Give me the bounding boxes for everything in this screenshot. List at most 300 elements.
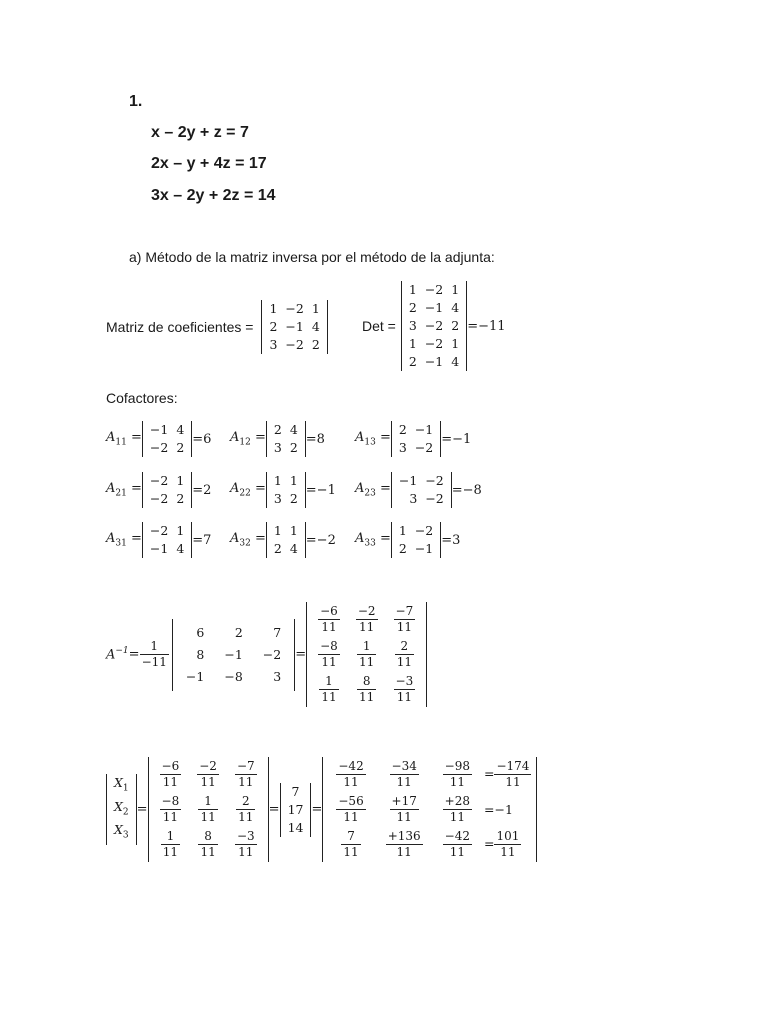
determinant-block [362, 281, 506, 371]
determinant-matrix-row [405, 281, 463, 299]
cofactor-22 [230, 472, 336, 508]
product-row [326, 757, 533, 792]
cofactor-minor-cell: 3 [273, 440, 282, 455]
cofactor-minor-row [146, 439, 188, 457]
cofactor-minor-cell: −2 [149, 440, 169, 455]
cofactor-equals: = [375, 430, 391, 446]
product-fraction-denominator: 11 [449, 810, 465, 824]
product-fraction-numerator: +136 [387, 829, 421, 843]
inverse-fraction-matrix [306, 602, 427, 707]
cofactor-minor-cell: 3 [409, 491, 418, 506]
cofactor-minor-row [146, 421, 188, 439]
inverse-matrix-fraction-numerator: −2 [357, 604, 376, 618]
product-fraction [390, 759, 419, 790]
solution-inverse-fraction-denominator: 11 [162, 775, 179, 789]
cofactor-minor-cell: −2 [149, 523, 169, 538]
inverse-matrix-fraction-numerator: −6 [320, 604, 338, 618]
solution-inverse-fraction [236, 794, 255, 825]
cofactor-symbol: A [230, 481, 240, 497]
coefficient-matrix-cell: −2 [285, 301, 304, 316]
cofactor-equals: = [250, 430, 266, 446]
inverse-matrix-row [310, 672, 423, 707]
cofactor-subscript: 13 [364, 437, 376, 448]
cofactor-symbol: A [355, 481, 365, 497]
inverse-matrix-cell [348, 637, 386, 672]
cofactor-minor-cell: 2 [176, 491, 185, 506]
product-fraction-numerator: −34 [391, 759, 417, 773]
cofactor-symbol: A [355, 531, 365, 547]
result-equals: = [484, 836, 495, 851]
cofactor-label [355, 430, 391, 448]
solution-inverse-fraction-denominator: 11 [162, 810, 179, 824]
cofactor-minor-cell: 1 [273, 473, 282, 488]
variable-row [110, 774, 133, 798]
product-fraction [443, 759, 472, 790]
cofactor-label [230, 531, 266, 549]
result-fraction [494, 829, 521, 860]
solution-inverse-fraction [160, 794, 182, 825]
adjugate-matrix-row [176, 622, 291, 644]
cofactor-minor-cell: 3 [273, 491, 282, 506]
determinant-matrix [401, 281, 467, 371]
cofactor-minor-row [395, 540, 437, 558]
cofactor-minor-row [395, 472, 448, 490]
product-row [326, 792, 533, 827]
cofactor-equals: = [126, 481, 142, 497]
adjugate-matrix-row [176, 666, 291, 688]
product-cell [433, 757, 482, 792]
cofactor-minor [142, 472, 192, 508]
determinant-label: Det = [362, 318, 396, 334]
solution-inverse-cell [227, 827, 265, 862]
constant-cell: 17 [287, 801, 304, 817]
variable-cell [110, 821, 133, 845]
cofactor-result: =−1 [441, 431, 472, 447]
product-fraction-denominator: 11 [449, 775, 465, 789]
inverse-matrix-fraction-denominator: 11 [359, 690, 375, 704]
cofactor-result: =−2 [305, 532, 336, 548]
product-fraction-numerator: −98 [444, 759, 470, 773]
cofactor-minor-cell: −2 [425, 473, 444, 488]
product-fraction-denominator: 11 [396, 775, 412, 789]
cofactor-minor-cell: 2 [289, 491, 298, 506]
determinant-matrix-cell: −2 [424, 282, 444, 297]
cofactor-result: =2 [192, 482, 212, 498]
cofactor-23 [355, 472, 482, 508]
coefficient-matrix-cell: −1 [285, 319, 304, 334]
cofactor-minor-cell: 4 [176, 422, 185, 437]
inverse-matrix-fraction-numerator: −7 [395, 604, 414, 618]
constant-cell: 14 [287, 819, 304, 835]
coefficient-matrix-cell: 1 [269, 301, 278, 316]
product-cell [433, 792, 482, 827]
cofactor-minor-cell: −1 [149, 422, 169, 437]
cofactor-minor [142, 421, 192, 457]
cofactor-label [106, 481, 142, 499]
solution-inverse-cell [189, 757, 227, 792]
problem-number: 1. [129, 93, 143, 110]
inverse-matrix-fraction-numerator: 1 [319, 674, 338, 690]
cofactor-label [106, 531, 142, 549]
solution-inverse-fraction [235, 759, 257, 790]
result-numerator: −174 [496, 759, 530, 773]
coefficient-matrix-block [106, 300, 328, 354]
determinant-matrix-cell: −2 [424, 318, 444, 333]
adjugate-matrix-cell: −1 [224, 646, 243, 662]
inverse-matrix-cell [348, 602, 386, 637]
cofactor-minor-row [146, 540, 188, 558]
cofactor-minor-cell: −2 [414, 523, 434, 538]
product-fraction-denominator: 11 [396, 845, 412, 859]
cofactor-equals: = [375, 481, 391, 497]
cofactor-minor-cell: 3 [398, 440, 407, 455]
cofactor-minor-row [270, 472, 302, 490]
result-cell [482, 757, 533, 792]
product-fraction-numerator: −42 [338, 759, 364, 773]
inverse-matrix-row [310, 637, 423, 672]
inverse-matrix-cell [310, 637, 348, 672]
determinant-matrix-row [405, 335, 463, 353]
cofactor-label [106, 430, 142, 448]
cofactor-symbol: A [230, 430, 240, 446]
cofactor-minor-cell: 2 [273, 422, 282, 437]
cofactor-minor-row [146, 490, 188, 508]
solution-inverse-matrix [148, 757, 269, 862]
cofactors-title: Cofactores: [106, 390, 178, 406]
determinant-matrix-row [405, 317, 463, 335]
equation-1: x – 2y + z = 7 [151, 124, 249, 141]
coefficient-matrix-row [265, 318, 323, 336]
cofactor-minor-cell: −2 [414, 440, 434, 455]
cofactor-minor-cell: −2 [149, 491, 169, 506]
variable-subscript: 1 [122, 783, 129, 794]
cofactor-minor-cell: 1 [289, 523, 298, 538]
cofactor-label [230, 481, 266, 499]
determinant-matrix-cell: 1 [451, 282, 460, 297]
adjugate-matrix-cell: 6 [196, 624, 205, 640]
cofactor-subscript: 31 [115, 538, 127, 549]
solution-inverse-fraction-denominator: 11 [200, 845, 216, 859]
cofactor-minor-cell: 1 [176, 523, 185, 538]
cofactor-minor-row [270, 540, 302, 558]
coefficient-matrix-cell: 2 [311, 337, 320, 352]
result-cell [482, 827, 533, 862]
cofactor-minor-row [270, 421, 302, 439]
product-fraction [443, 794, 472, 825]
inverse-matrix-cell [348, 672, 386, 707]
variable-name: X [114, 822, 123, 838]
cofactor-subscript: 33 [364, 538, 376, 549]
product-fraction-denominator: 11 [343, 810, 359, 824]
constant-row [284, 783, 308, 801]
product-cell [326, 827, 375, 862]
product-fraction-numerator: +28 [444, 794, 470, 808]
cofactor-minor-cell: −2 [425, 491, 444, 506]
adjugate-matrix-cell: −1 [185, 668, 205, 684]
solution-inverse-fraction-denominator: 11 [238, 775, 254, 789]
solution-inverse-cell [189, 827, 227, 862]
cofactor-subscript: 21 [115, 488, 127, 499]
constant-vector [280, 783, 312, 837]
coefficient-matrix-row [265, 336, 323, 354]
inverse-matrix-fraction-denominator: 11 [321, 655, 337, 669]
cofactor-minor-cell: 4 [176, 541, 185, 556]
cofactor-symbol: A [106, 430, 116, 446]
inverse-matrix-cell [310, 602, 348, 637]
adjugate-matrix-cell: 3 [273, 668, 282, 684]
determinant-matrix-cell: 3 [408, 318, 417, 333]
equation-3: 3x – 2y + 2z = 14 [151, 187, 276, 204]
inverse-matrix-row [310, 602, 423, 637]
solution-inverse-fraction [235, 829, 257, 860]
solution-inverse-cell [227, 792, 265, 827]
cofactor-minor-cell: −1 [414, 422, 434, 437]
determinant-matrix-cell: 4 [451, 300, 460, 315]
solution-inverse-fraction [197, 759, 219, 790]
inverse-matrix-fraction [357, 674, 376, 705]
determinant-matrix-row [405, 353, 463, 371]
variable-subscript: 3 [122, 830, 129, 841]
cofactor-minor-row [270, 522, 302, 540]
cofactor-equals: = [375, 531, 391, 547]
product-fraction-numerator: −42 [444, 829, 470, 843]
cofactor-minor [391, 421, 441, 457]
variable-vector [106, 774, 137, 845]
cofactor-32 [230, 522, 336, 558]
solution-equals-1: = [136, 802, 148, 817]
solution-equals-2: = [268, 802, 280, 817]
product-fraction-numerator: 7 [341, 829, 360, 845]
product-fraction-numerator: −56 [338, 794, 364, 808]
cofactor-label [230, 430, 266, 448]
cofactor-symbol: A [355, 430, 365, 446]
cofactor-minor-row [395, 439, 437, 457]
cofactor-label [355, 481, 391, 499]
cofactor-11 [106, 421, 211, 457]
cofactor-minor-cell: −2 [149, 473, 169, 488]
determinant-matrix-row [405, 299, 463, 317]
variable-cell [110, 798, 133, 822]
cofactor-minor [142, 522, 192, 558]
variable-row [110, 821, 133, 845]
constant-row [284, 819, 308, 837]
solution-inverse-fraction-denominator: 11 [200, 775, 216, 789]
inverse-matrix-fraction [356, 604, 378, 635]
cofactor-minor-cell: 1 [273, 523, 282, 538]
variable-row [110, 798, 133, 822]
determinant-matrix-cell: −1 [424, 300, 444, 315]
inverse-matrix-cell [310, 672, 348, 707]
cofactor-equals: = [126, 531, 142, 547]
inverse-matrix-cell [386, 637, 424, 672]
inverse-matrix-fraction [318, 604, 340, 635]
result-equals: = [484, 766, 495, 781]
inverse-matrix-fraction [394, 604, 416, 635]
solution-inverse-fraction-numerator: −8 [161, 794, 180, 808]
product-fraction [341, 829, 360, 860]
inverse-equals: = [128, 647, 140, 662]
cofactor-result: =7 [192, 532, 212, 548]
solution-inverse-fraction-denominator: 11 [200, 810, 216, 824]
cofactor-minor-cell: 2 [273, 541, 282, 556]
product-fraction-denominator: 11 [343, 775, 359, 789]
product-cell [326, 757, 375, 792]
solution-inverse-cell [189, 792, 227, 827]
product-fraction [443, 829, 472, 860]
solution-inverse-fraction-denominator: 11 [238, 845, 254, 859]
inverse-lhs: $A^{-1}$ [106, 646, 129, 663]
cofactor-31 [106, 522, 211, 558]
solution-inverse-fraction-numerator: 1 [161, 829, 180, 845]
variable-cell [110, 774, 133, 798]
product-fraction [390, 794, 419, 825]
solution-block [106, 757, 537, 862]
cofactor-minor-cell: 4 [289, 541, 298, 556]
product-fraction-denominator: 11 [396, 810, 412, 824]
cofactor-minor-row [270, 490, 302, 508]
cofactor-minor [266, 522, 306, 558]
cofactor-equals: = [126, 430, 142, 446]
cofactor-minor-row [395, 490, 448, 508]
product-fraction [386, 829, 423, 860]
solution-inverse-fraction-numerator: −7 [236, 759, 255, 773]
determinant-matrix-cell: −1 [424, 354, 444, 369]
product-matrix [322, 757, 537, 862]
solution-inverse-fraction-numerator: 2 [236, 794, 255, 810]
cofactor-subscript: 11 [115, 437, 127, 448]
adjugate-matrix-cell: 7 [273, 624, 282, 640]
solution-inverse-cell [227, 757, 265, 792]
cofactor-result: =−1 [305, 482, 336, 498]
inverse-matrix-fraction-numerator: −8 [320, 639, 338, 653]
cofactor-symbol: A [106, 531, 116, 547]
inverse-matrix-fraction-numerator: 2 [395, 639, 414, 655]
cofactor-minor-row [146, 472, 188, 490]
result-numerator: 101 [496, 829, 520, 843]
cofactor-minor-cell: −1 [414, 541, 434, 556]
cofactor-minor-row [146, 522, 188, 540]
cofactor-minor-cell: 2 [398, 541, 407, 556]
determinant-matrix-cell: 2 [408, 300, 417, 315]
inverse-matrix-fraction [318, 639, 340, 670]
coefficient-matrix-row [265, 300, 323, 318]
determinant-matrix-cell: 1 [408, 336, 417, 351]
inverse-matrix-fraction-denominator: 11 [396, 620, 413, 634]
solution-inverse-fraction-numerator: 1 [198, 794, 217, 810]
solution-inverse-fraction [160, 759, 182, 790]
result-equals: =−1 [484, 802, 513, 817]
cofactor-minor-cell: 2 [176, 440, 185, 455]
cofactor-minor-row [395, 522, 437, 540]
product-fraction-denominator: 11 [343, 845, 359, 859]
constant-cell: 7 [291, 783, 300, 799]
adjugate-matrix-cell: −2 [262, 646, 282, 662]
variable-name: X [114, 775, 123, 791]
inverse-matrix-fraction-numerator: −3 [395, 674, 414, 688]
product-fraction-numerator: +17 [391, 794, 417, 808]
coefficient-matrix-cell: 1 [311, 301, 320, 316]
determinant-matrix-cell: 2 [451, 318, 460, 333]
coefficient-matrix-cell: −2 [285, 337, 304, 352]
cofactor-minor-cell: 1 [398, 523, 407, 538]
inverse-matrix-fraction-numerator: 1 [357, 639, 376, 655]
cofactor-equals: = [250, 481, 266, 497]
cofactor-minor-cell: −1 [398, 473, 418, 488]
cofactor-minor-cell: −1 [149, 541, 169, 556]
inverse-matrix-fraction [395, 639, 414, 670]
determinant-matrix-cell: 4 [451, 354, 460, 369]
inverse-scalar: $\frac{1}{-11}$ [141, 639, 167, 669]
product-fraction [336, 759, 365, 790]
solution-inverse-row [152, 792, 265, 827]
cofactor-minor [391, 522, 441, 558]
solution-inverse-row [152, 827, 265, 862]
result-denominator: 11 [505, 775, 521, 789]
solution-inverse-fraction [161, 829, 180, 860]
determinant-matrix-cell: 2 [408, 354, 417, 369]
solution-inverse-fraction-denominator: 11 [238, 810, 254, 824]
cofactor-minor-cell: 1 [289, 473, 298, 488]
cofactor-subscript: 12 [239, 437, 251, 448]
determinant-matrix-cell: −2 [424, 336, 444, 351]
coefficient-matrix-cell: 3 [269, 337, 278, 352]
coefficient-matrix [261, 300, 327, 354]
cofactor-minor-cell: 2 [289, 440, 298, 455]
cofactor-minor [391, 472, 452, 508]
constant-row [284, 801, 308, 819]
solution-inverse-fraction-numerator: −2 [199, 759, 217, 773]
variable-subscript: 2 [122, 807, 129, 818]
cofactor-label [355, 531, 391, 549]
coefficient-matrix-cell: 4 [311, 319, 320, 334]
solution-equals-3: = [311, 802, 323, 817]
cofactor-subscript: 22 [239, 488, 251, 499]
adjugate-matrix [172, 619, 295, 691]
solution-inverse-fraction-numerator: −6 [161, 759, 180, 773]
solution-inverse-fraction-numerator: −3 [236, 829, 255, 843]
product-fraction [336, 794, 365, 825]
product-fraction-denominator: 11 [449, 845, 465, 859]
adjugate-matrix-cell: 2 [234, 624, 243, 640]
inverse-matrix-fraction-denominator: 11 [359, 655, 375, 669]
product-row [326, 827, 533, 862]
cofactor-33 [355, 522, 460, 558]
inverse-matrix-fraction [394, 674, 416, 705]
cofactor-subscript: 23 [364, 488, 376, 499]
coefficient-label: Matriz de coeficientes = [106, 319, 254, 335]
determinant-matrix-cell: 1 [408, 282, 417, 297]
solution-inverse-fraction-numerator: 8 [198, 829, 217, 845]
cofactor-minor-row [270, 439, 302, 457]
result-denominator: 11 [500, 845, 516, 859]
inverse-matrix-fraction-denominator: 11 [396, 690, 413, 704]
cofactor-result: =8 [305, 431, 325, 447]
cofactor-result: =6 [192, 431, 212, 447]
solution-inverse-fraction-denominator: 11 [162, 845, 179, 859]
cofactor-minor-cell: 1 [176, 473, 185, 488]
solution-inverse-cell [152, 827, 190, 862]
cofactor-result: =3 [441, 532, 461, 548]
product-cell [376, 792, 433, 827]
solution-inverse-cell [152, 792, 190, 827]
inverse-matrix-cell [386, 602, 424, 637]
inverse-matrix-fraction-denominator: 11 [321, 690, 337, 704]
cofactor-13 [355, 421, 471, 457]
inverse-matrix-cell [386, 672, 424, 707]
cofactor-minor-row [395, 421, 437, 439]
result-fraction [494, 759, 531, 790]
inverse-matrix-fraction-numerator: 8 [357, 674, 376, 690]
